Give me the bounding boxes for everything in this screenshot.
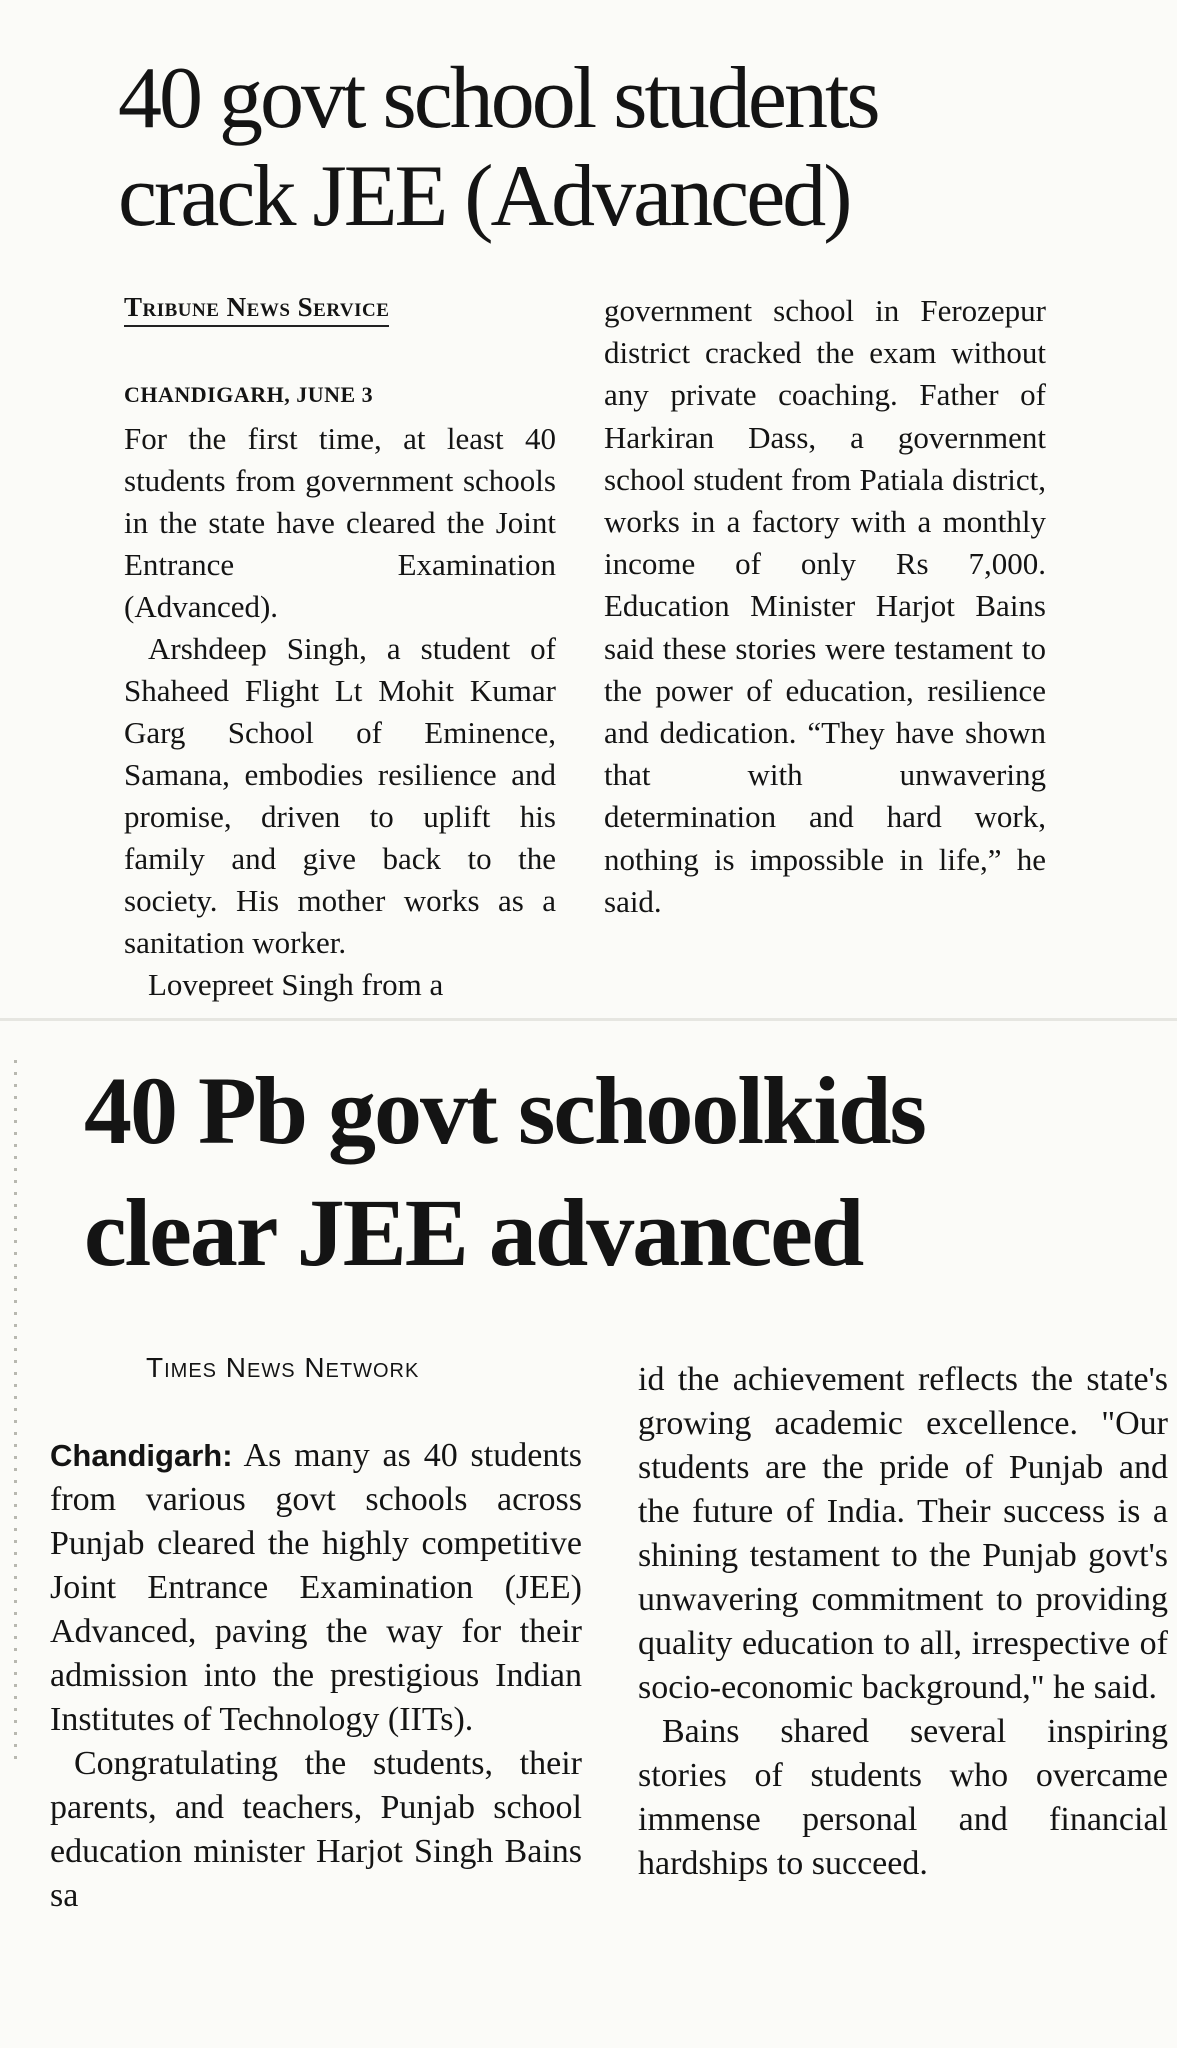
article1-byline: Tribune News Service <box>124 292 389 327</box>
article2-headline-line2: clear JEE advanced <box>84 1179 863 1286</box>
article1-headline <box>118 50 878 246</box>
article2-col1-paragraph-1-text: As many as 40 students from various govt schools across Punjab cleared the highly competitive Joint Entrance Examination (JEE) Advanced, paving the way for their admission into the prestigious Indian Institutes of Technology (IITs). <box>50 1437 582 1738</box>
article2-headline <box>84 1050 925 1294</box>
article1-col1-paragraph-1: For the first time, at least 40 students from government schools in the state have cleared the Joint Entrance Examination (Advanced). <box>124 421 556 624</box>
article1-headline-line2: crack JEE (Advanced) <box>118 148 850 245</box>
article1-column-2 <box>604 290 1046 923</box>
article1-dateline: CHANDIGARH, JUNE 3 <box>124 382 374 407</box>
article2-byline: Times News Network <box>146 1352 420 1383</box>
article1-col1-paragraph-3: Lovepreet Singh from a <box>148 967 444 1002</box>
article2-column-2 <box>638 1358 1168 1886</box>
tribune-clipping <box>0 0 1177 1020</box>
article1-col1-paragraph-2: Arshdeep Singh, a student of Shaheed Flight Lt Mohit Kumar Garg School of Eminence, Samana, embodies resilience and promise, driven to uplift his family and give back to the society. His mother works as a sanitation worker. <box>124 631 556 960</box>
article1-headline-line1: 40 govt school students <box>118 50 878 147</box>
perforated-edge <box>14 1060 17 1760</box>
article2-col1-paragraph-1 <box>50 1434 582 1742</box>
article2-column-1 <box>50 1434 582 1918</box>
article2-col1-paragraph-2: Congratulating the students, their parents, and teachers, Punjab school education minister Harjot Singh Bains sa <box>50 1745 582 1914</box>
article2-headline-line1: 40 Pb govt schoolkids <box>84 1057 925 1164</box>
article1-col2-paragraph-1: government school in Ferozepur district cracked the exam without any private coaching. Father of Harkiran Dass, a government school student from Patiala district, works in a factory with a monthly income of only Rs 7,000. Education Minister Harjot Bains said these stories were testament to the power of education, resilience and dedication. “They have shown that with unwavering determination and hard work, nothing is impossible in life,” he said. <box>604 293 1046 919</box>
article2-col2-paragraph-2: Bains shared several inspiring stories of students who overcame immense personal and financial hardships to succeed. <box>638 1713 1168 1882</box>
article2-lead-location: Chandigarh: <box>50 1438 233 1473</box>
article2-col2-paragraph-1: id the achievement reflects the state's growing academic excellence. "Our students are the pride of Punjab and the future of India. Their success is a shining testament to the Punjab govt's unwavering commitment to providing quality education to all, irrespective of socio-economic background," he said. <box>638 1361 1168 1706</box>
article1-column-1 <box>124 418 556 1006</box>
